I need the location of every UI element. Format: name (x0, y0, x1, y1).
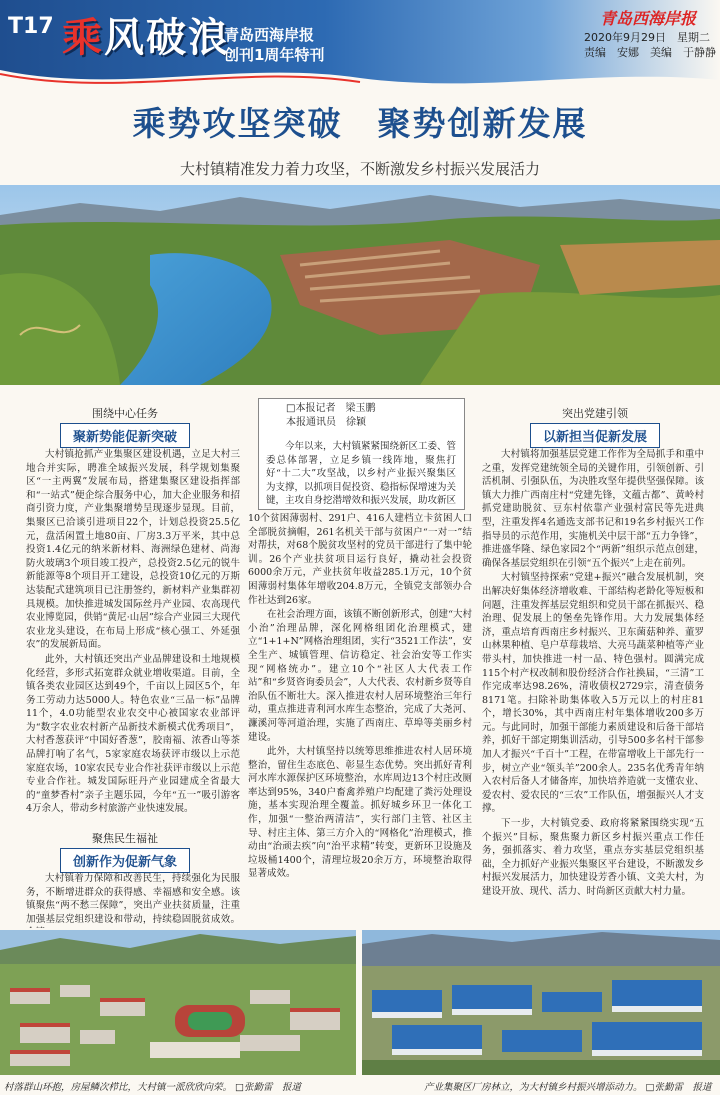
photo-caption-left: 村落群山环抱，房屋鳞次栉比，大村镇一派欣欣向荣。 □张勤雷 报道 (4, 1082, 301, 1093)
industrial-park-photo (362, 930, 720, 1075)
section-2-kicker: 聚焦民生福祉 (92, 832, 158, 845)
landscape-photo (0, 185, 720, 385)
village-photo (0, 930, 356, 1075)
paragraph: 大村镇着力保障和改善民生，持续强化为民服务，不断增进群众的获得感、幸福感和安全感。该镇聚焦“两不愁三保障”，突出产业扶贫质量，注重加强基层党组织建设和带动，持续稳固脱贫成效。 (26, 873, 240, 925)
paragraph: 大村镇坚持探索“党建+振兴”融合发展机制，突出解决好集体经济增收难、干部结构老龄化等短板和问题，注重发挥基层党组织和党员干部在抓振兴、稳治理、促发展上的堡垒先锋作用。大力发展集体经济，重点培育西南庄乡村振兴、卫东菌菇种养、董罗山林果种植、皂户草莓栽培、大亮马蔬菜种植等产业带头村，加快推进一村一品、特色强村。圆满完成115个村产权改制和股份经济合作社换届，“三清”工作完成率达98.26%，清收债权2729宗，清查债务8171笔。扫除补助集体收入5万元以上的村庄81个，增长30%，其中西南庄村年集体增收200多万元。与此同时，加强干部能力素质建设和后备干部培养，抓好干部定期集训活动，引导500多名村干部参加人才振兴“千百十”工程，在带富增收上干部先行一步，树立产业“领头羊”200余人。235名优秀青年纳入农村后备人才储备库，加快培养造就一支懂农业、爱农村、爱农民的“三农”工作队伍，增强振兴人才支撑。 (482, 572, 704, 815)
paragraph: 大村镇将加强基层党建工作作为全局抓手和重中之重，发挥党建统领全局的关键作用，引领创新、引活机制、引强队伍，为决胜攻坚年提供坚强保障。该镇大力推广西南庄村“党建先锋，文蕴古都”、黄岭村抓党建助脱贫、豆东村依靠产业强村富民等先进典型，注重发挥4名通选支部书记和19名乡村振兴工作指导员的示范作用，实施机关中层干部“五力争锋”，推进盛华隆、绿色家园2个“两新”组织示范点创建，确保各基层党组织在引领“五个振兴”上走在前列。 (482, 449, 704, 569)
header-wave-decoration (0, 60, 720, 100)
paragraph: 此外，大村镇坚持以统筹思维推进农村人居环境整治，留住生态底色、彰显生态优势。突出抓好青利河水库水源保护区环境整治，水库周边13个村庄改厕率达到95%，340户畜禽养殖户均配建了粪污处理设施，基本实现治理全覆盖。抓好城乡环卫一体化工作，加强“一整治两清洁”，实行部门主管、社区主导、村庄主体、第三方介入的“网格化”治理模式，推动由“治顽去疾”向“治平求精”转变，更新环卫设施及垃圾桶1400个，清理垃圾20余万方，环境整治取得显著成效。 (248, 746, 472, 880)
issue-weekday: 星期二 (677, 31, 710, 44)
paragraph: 10个贫困薄弱村、291户、416人建档立卡贫困人口全部脱贫摘帽，261名机关干部与贫困户“一对一”结对帮扶，对68个脱贫攻坚村的党员干部进行了集中轮训。26个产业扶贫项目运行良好，撬动社会投资6000余万元，产业扶贫年收益285.1万元，10个贫困薄弱村集体年增收204.8万元，全镇党支部领办合作社达到26家。 (248, 513, 472, 606)
paragraph: 在社会治理方面，该镇不断创新形式，创建“大村小治”治理品牌，深化网格组团化治理模式，建立“1+1+N”网格治理组团，实行“3521工作法”，安全生产、城镇管理、信访稳定、社会治安等工作实现“网格统办”。建立10个“社区人大代表工作站”和“乡贤咨询委员会”，人大代表、农村新乡贤等自治队伍不断壮大。深入推进农村人居环境整治三年行动，重点推进青利河水库生态整治，完成了大尧河、濂溪河等河道治理，实施了西南庄、草埠等美丽乡村建设。 (248, 609, 472, 743)
issue-meta (584, 30, 716, 60)
photo-caption-right: 产业集聚区厂房林立，为大村镇乡村振兴增添动力。 □张勤雷 报道 (424, 1082, 712, 1093)
section-3-kicker: 突出党建引领 (562, 407, 628, 420)
brand-subtitle: 青岛西海岸报 (224, 26, 315, 44)
paragraph: 大村镇抢抓产业集聚区建设机遇，立足大村三地合并实际，聘准全域振兴发展，科学规划集聚区“一主两翼”发展布局，搭建集聚区建设指挥部和“一站式”便企综合服务中心，加大企业服务和招商引资力度，产业集聚增势呈现逐步显现。目前，集聚区已洽谈引进项目22个，计划总投资25.5亿元，盘活闲置土地80亩、厂房3.3万平米，其中总投资1.4亿元的纳米新材料、海洲绿色建材、尚海防火玻璃3个项目竣工投产，总投资2.5亿元的锐牛新能源等8个项目开工建设，总投资10亿元的万斯达装配式建筑项目已注册签约，新材料产业集群初具规模。加快推进城发国际丝丹产业园、农高现代农业博览园，供销“黄尼·山居”综合产业园三大现代农业龙头建设，在布局上形成“核心强工、外延强农”的发展新局面。 (26, 449, 240, 651)
paragraph: 下一步，大村镇党委、政府将紧紧围绕实现“五个振兴”目标，聚焦聚力新区乡村振兴重点工作任务，强抓落实、着力攻坚，重点夯实基层党组织基础，全力抓好产业振兴集聚区平台建设，不断激发乡村振兴发展活力，加快建设芳香小镇、文美大村，为建设开放、现代、活力、时尚新区贡献大村力量。 (482, 818, 704, 897)
page-headline: 乘势攻坚突破 聚势创新发展 (132, 104, 588, 143)
paragraph: 此外，大村镇还突出产业品牌建设和土地规模化经营，多形式拓宽群众就业增收渠道。目前，全镇各类农业园区达到49个，千亩以上园区5个，年务工劳动力达5000人。特色农业“三品一标”品牌11个，4.0功能型农业农交中心被国家农业部评为“数字农业农村新产品新技术新模式优秀项目”，大村香葱获评“中国好香葱”，胶南福、浓香山等茶品牌打响了名气，5家家庭农场获评市级以上示范家庭农场，10家农民专业合作社获评市级以上示范专业合作社。城发国际旺丹产业园建成全省最大的“童梦香村”亲子主题乐园，今年“五一”吸引游客4万余人，带动乡村旅游产业快速发展。 (26, 653, 240, 815)
page-subheadline: 大村镇精准发力着力攻坚，不断激发乡村振兴发展活力 (180, 160, 541, 178)
section-3-title: 以新担当促新发展 (530, 423, 660, 448)
brand-special-issue: 创刊1周年特刊 (224, 46, 325, 64)
section-2-title: 创新作为促新气象 (60, 848, 190, 873)
section-header-2 (60, 830, 190, 873)
section-1-kicker: 围绕中心任务 (92, 407, 158, 420)
column-1b-text (26, 872, 240, 928)
reporter-credit: □本报记者 梁玉鹏 本报通讯员 徐颖 (286, 403, 376, 428)
newspaper-name: 青岛西海岸报 (600, 9, 697, 28)
column-1-text (26, 448, 240, 824)
section-1-title: 聚新势能促新突破 (60, 423, 190, 448)
page-number: T17 (8, 14, 54, 39)
issue-date: 2020年9月29日 (584, 31, 666, 44)
brand-logo: 乘风破浪 (62, 14, 230, 61)
section-header-1 (60, 405, 190, 448)
column-2-text (248, 512, 472, 916)
lead-paragraph: 今年以来，大村镇紧紧围绕新区工委、管委总体部署，立足乡镇一线阵地，聚焦打好“十二大”攻坚战，以乡村产业振兴聚集区为支撑，以抓项目促投资、稳指标保增速为关键，主攻自身挖潜增效和振兴发展，助攻新区 (266, 441, 456, 506)
section-header-3 (525, 405, 665, 448)
column-3-text (482, 448, 704, 922)
editor-credits: 责编 安娜 美编 于静静 (584, 46, 716, 59)
